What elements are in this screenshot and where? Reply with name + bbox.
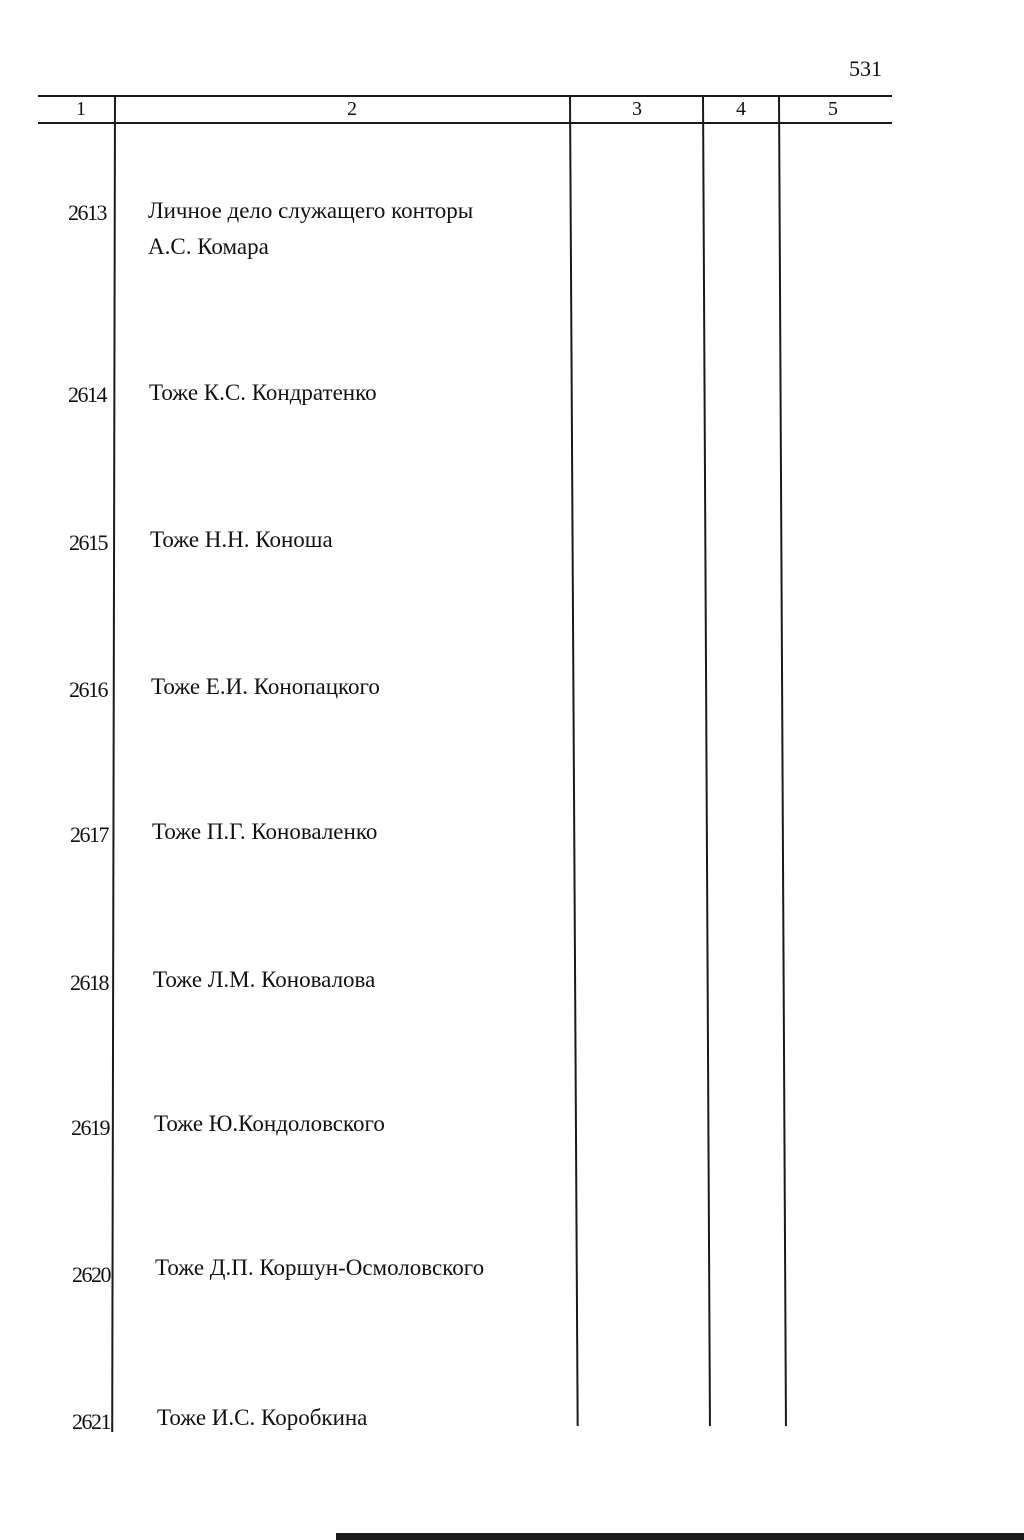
row-description bbox=[151, 669, 380, 705]
column-rule-3 bbox=[702, 96, 711, 1426]
row-description-line: Тоже Ю.Кондоловского bbox=[154, 1111, 385, 1136]
row-description bbox=[149, 375, 377, 411]
row-description-line: Тоже К.С. Кондратенко bbox=[149, 380, 377, 405]
row-number: 2621 bbox=[72, 1409, 110, 1434]
row-description-line: Личное дело служащего конторы bbox=[148, 198, 474, 223]
column-heading-2: 2 bbox=[347, 98, 357, 120]
row-number: 2613 bbox=[68, 200, 106, 225]
row-description-line: Тоже Н.Н. Коноша bbox=[150, 527, 333, 552]
row-number: 2615 bbox=[69, 530, 107, 555]
row-description bbox=[154, 1106, 385, 1142]
row-description-line: Тоже И.С. Коробкина bbox=[157, 1405, 368, 1430]
column-heading-3: 3 bbox=[632, 98, 642, 120]
row-description-line: А.С. Комара bbox=[148, 234, 269, 259]
row-description bbox=[152, 814, 377, 850]
row-number: 2620 bbox=[72, 1262, 110, 1287]
row-description bbox=[155, 1250, 484, 1286]
row-description bbox=[150, 522, 333, 558]
header-bottom-rule bbox=[38, 122, 892, 124]
column-heading-1: 1 bbox=[76, 98, 86, 120]
page-number: 531 bbox=[849, 56, 882, 81]
row-description bbox=[148, 193, 473, 265]
column-rule-2 bbox=[569, 96, 579, 1426]
column-rule-4 bbox=[778, 96, 787, 1426]
row-description-line: Тоже П.Г. Коноваленко bbox=[152, 819, 378, 844]
row-number: 2616 bbox=[69, 677, 107, 702]
row-number: 2614 bbox=[68, 382, 106, 407]
row-description-line: Тоже Л.М. Коновалова bbox=[153, 967, 376, 992]
column-heading-5: 5 bbox=[828, 98, 838, 120]
row-description bbox=[153, 962, 375, 998]
row-description-line: Тоже Д.П. Коршун-Осмоловского bbox=[155, 1255, 485, 1280]
row-number: 2617 bbox=[70, 822, 108, 847]
row-description bbox=[157, 1400, 367, 1436]
column-heading-4: 4 bbox=[736, 98, 746, 120]
row-number: 2618 bbox=[70, 970, 108, 995]
column-rule-1 bbox=[111, 96, 116, 1432]
header-top-rule bbox=[38, 95, 892, 97]
row-description-line: Тоже Е.И. Конопацкого bbox=[151, 674, 380, 699]
scan-edge-bar bbox=[336, 1533, 1024, 1540]
row-number: 2619 bbox=[71, 1115, 109, 1140]
